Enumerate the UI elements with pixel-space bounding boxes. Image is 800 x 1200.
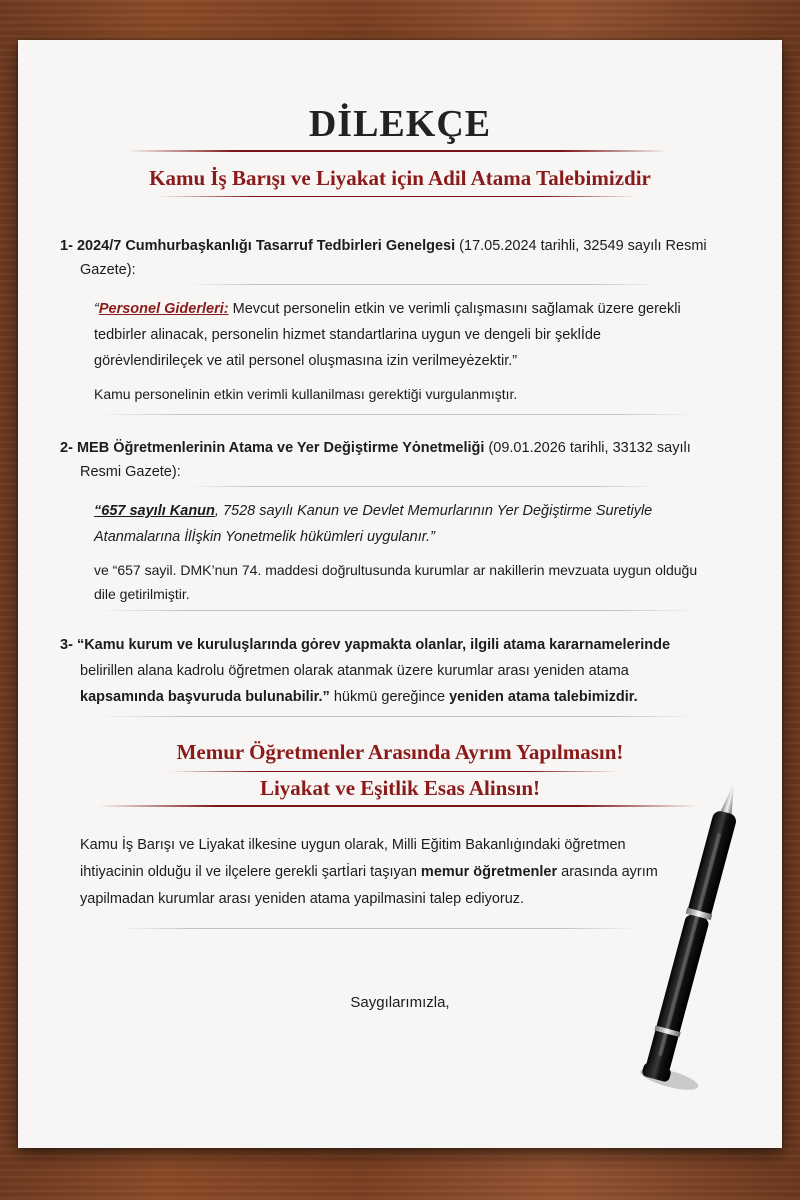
divider [98,610,698,611]
divider [188,486,658,487]
slogan-underline [168,771,618,772]
closing-text: yapilmadan kurumlar arası yeniden atama yapilmasini talep ediyoruz. [80,891,525,907]
item-3-text: yeniden atama talebimizdir. [449,689,638,705]
document-title: DİLEKÇE [308,103,492,145]
item-1-source: (17.05.2024 tarihli, 32549 sayılı Resmi [455,238,707,254]
item-2-title: MEB Öğretmenlerinin Atama ve Yer Değiştirme Yȯnetmeliği [76,440,485,456]
item-2-heading [60,436,750,484]
pen-icon [612,770,772,1110]
document-subtitle: Kamu İş Barışı ve Liyakat için Adil Atama Talebimizdir [149,166,651,190]
item-3 [60,632,750,710]
item-2-note [94,558,734,606]
title-divider [128,150,668,152]
item-1-title: 2024/7 Cumhurbaşkanlığı Tasarruf Tedbirleri Genelgesi [76,238,456,254]
divider [98,716,698,717]
note-text: dile getirilmiştir. [94,586,190,602]
item-3-text: kapsamında başvuruda bulunabilir.” [80,689,330,705]
item-1-note: Kamu personelinin etkin verimli kullanilması gerektiği vurgulanmıştır. [94,386,518,402]
quote-text: tedbirler alinacak, personelin hizmet standartlarina uygun ve dengeli bir şeklİde [94,327,601,343]
quote-text: görėvlendirileçek ve atil personel oluşmasına izin verilmeyėzektir.” [94,353,518,369]
item-3-number: 3- [60,637,73,653]
closing-text: Kamu İş Barışı ve Liyakat ilkesine uygun olarak, Milli Eğitim Bakanlıġındaki öğretmen [80,837,626,853]
quote-text: , 7528 sayılı Kanun ve Devlet Memurlarının Yer Değiştirme Suretiyle [214,503,653,519]
item-2-quote [94,498,734,550]
quote-bold: “657 sayılı Kanun [94,503,215,519]
item-3-text: belirillen alana kadrolu öğretmen olarak atanmak üzere kurumlar arası yeniden atama [80,663,629,679]
closing-emphasis: memur öğretmenler [420,864,558,880]
divider [188,284,658,285]
slogan-divider [98,805,698,807]
item-1-source-cont: Gazete): [80,262,136,278]
item-2-number: 2- [60,440,73,456]
quote-text: Mevcut personelin etkin ve verimli çalışmasını sağlamak üzere gerekli [228,301,681,317]
item-1-number: 1- [60,238,73,254]
slogan-line-2: Liyakat ve Eşitlik Esas Alinsın! [259,776,541,800]
signoff: Saygılarımızla, [350,994,450,1011]
divider [98,414,698,415]
quote-label: Personel Giderleri: [98,301,229,317]
slogan-line-1: Memur Öğretmenler Arasında Ayrım Yapılmasın! [176,740,624,764]
closing-text: ihtiyacinin olduğu il ve ilçelere gerekli şartİari taşıyan [80,864,421,880]
item-2-source-cont: Resmi Gazete): [80,464,181,480]
note-text: ve “657 sayil. DMK’nun 74. maddesi doğrultusunda kurumlar ar nakillerin mevzuata uygun olduğu [94,562,698,578]
subtitle-divider [158,196,638,197]
item-3-text: hükmü gereğince [329,689,450,705]
item-3-text: “Kamu kurum ve kuruluşlarında gȯrev yapmakta olanlar, ilgili atama kararnamelerinde [76,637,671,653]
item-1-quote: “Personel Giderleri: Mevcut personelin etkin ve verimli çalışmasını sağlamak üzere gerekli tedbirler alinacak, personelin hizmet standartlarina uygun ve dengeli bir şeklİde görėvlendirileçek ve atil personel oluşmasına izin verilmeyėzektir.” [94,296,734,374]
closing-text: arasında ayrım [557,864,658,880]
item-1-heading [60,234,750,282]
item-2-source: (09.01.2026 tarihli, 33132 sayılı [484,440,691,456]
quote-text: Atanmalarına İlİşkin Yonetmelik hükümleri uygulanır.” [94,529,435,545]
divider [118,928,638,929]
